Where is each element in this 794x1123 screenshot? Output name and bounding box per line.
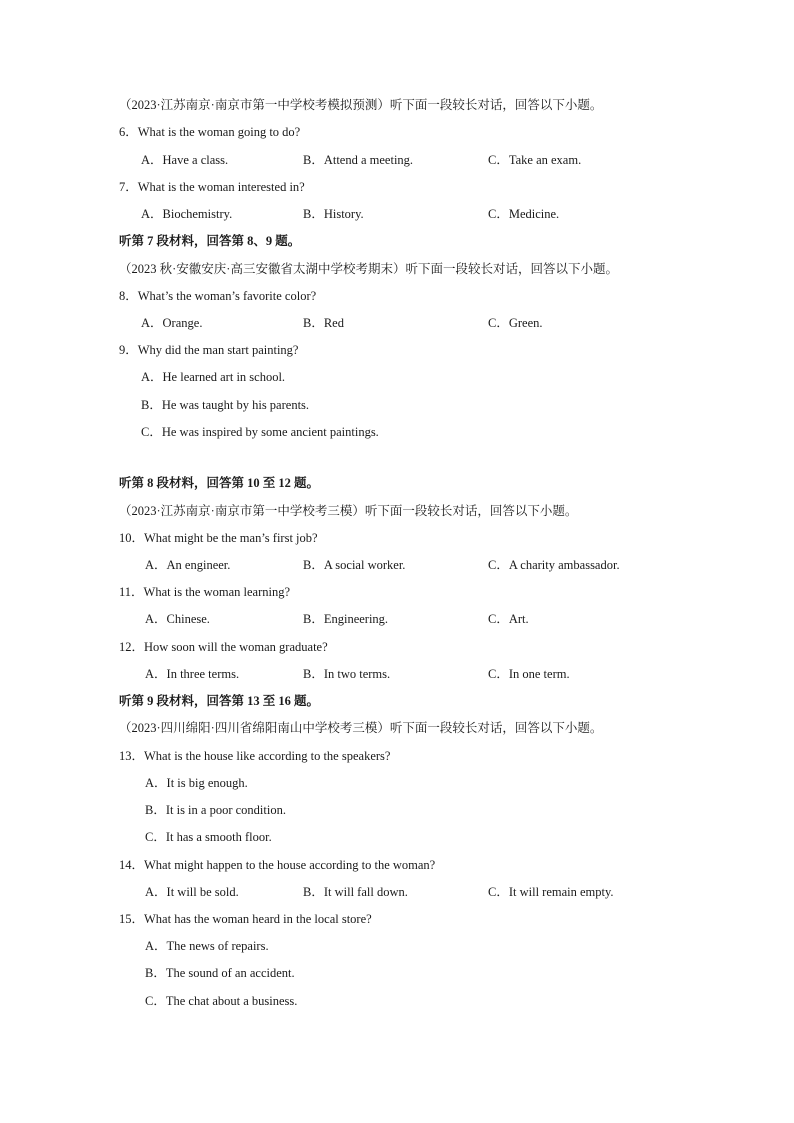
question-15: 15．What has the woman heard in the local store? <box>119 912 372 926</box>
question-10: 10．What might be the man’s first job? <box>119 531 318 545</box>
option-a: A．Chinese. <box>145 612 210 626</box>
option-a: A．The news of repairs. <box>145 939 269 953</box>
option-b: B．A social worker. <box>303 558 406 572</box>
option-c: C．Take an exam. <box>488 153 582 167</box>
source-note: （2023·江苏南京·南京市第一中学校考模拟预测）听下面一段较长对话，回答以下小题。 <box>119 98 603 112</box>
option-b: B．It is in a poor condition. <box>145 803 286 817</box>
source-note: （2023·江苏南京·南京市第一中学校考三模）听下面一段较长对话，回答以下小题。 <box>119 504 578 518</box>
option-c: C．It will remain empty. <box>488 885 614 899</box>
option-a: A．It is big enough. <box>145 776 248 790</box>
option-a: A．In three terms. <box>145 667 240 681</box>
question-11: 11．What is the woman learning? <box>119 585 291 599</box>
option-b: B．Red <box>303 316 344 330</box>
section-heading: 听第 9 段材料，回答第 13 至 16 题。 <box>119 694 320 708</box>
option-c: C．It has a smooth floor. <box>145 830 272 844</box>
option-c: C．He was inspired by some ancient paintings. <box>141 425 379 439</box>
section-heading: 听第 8 段材料，回答第 10 至 12 题。 <box>119 476 320 490</box>
option-b: B．The sound of an accident. <box>145 966 295 980</box>
option-b: B．In two terms. <box>303 667 391 681</box>
option-b: B．It will fall down. <box>303 885 408 899</box>
source-note: （2023 秋·安徽安庆·高三安徽省太湖中学校考期末）听下面一段较长对话，回答以下小题。 <box>119 262 618 276</box>
option-c: C．Art. <box>488 612 529 626</box>
question-8: 8．What’s the woman’s favorite color? <box>119 289 317 303</box>
question-13: 13．What is the house like according to the speakers? <box>119 749 391 763</box>
question-7: 7．What is the woman interested in? <box>119 180 305 194</box>
option-c: C．In one term. <box>488 667 570 681</box>
option-c: C．Medicine. <box>488 207 560 221</box>
source-note: （2023·四川绵阳·四川省绵阳南山中学校考三模）听下面一段较长对话，回答以下小题。 <box>119 721 603 735</box>
section-heading: 听第 7 段材料，回答第 8、9 题。 <box>119 234 301 248</box>
option-a: A．It will be sold. <box>145 885 239 899</box>
option-a: A．He learned art in school. <box>141 370 286 384</box>
option-b: B．Engineering. <box>303 612 389 626</box>
option-c: C．A charity ambassador. <box>488 558 620 572</box>
option-c: C．Green. <box>488 316 543 330</box>
question-6: 6．What is the woman going to do? <box>119 125 301 139</box>
option-c: C．The chat about a business. <box>145 994 298 1008</box>
option-b: B．He was taught by his parents. <box>141 398 310 412</box>
option-b: B．Attend a meeting. <box>303 153 414 167</box>
option-b: B．History. <box>303 207 364 221</box>
option-a: A．An engineer. <box>145 558 231 572</box>
question-14: 14．What might happen to the house according to the woman? <box>119 858 436 872</box>
option-a: A．Biochemistry. <box>141 207 233 221</box>
option-a: A．Have a class. <box>141 153 229 167</box>
question-9: 9．Why did the man start painting? <box>119 343 299 357</box>
question-12: 12．How soon will the woman graduate? <box>119 640 328 654</box>
option-a: A．Orange. <box>141 316 203 330</box>
